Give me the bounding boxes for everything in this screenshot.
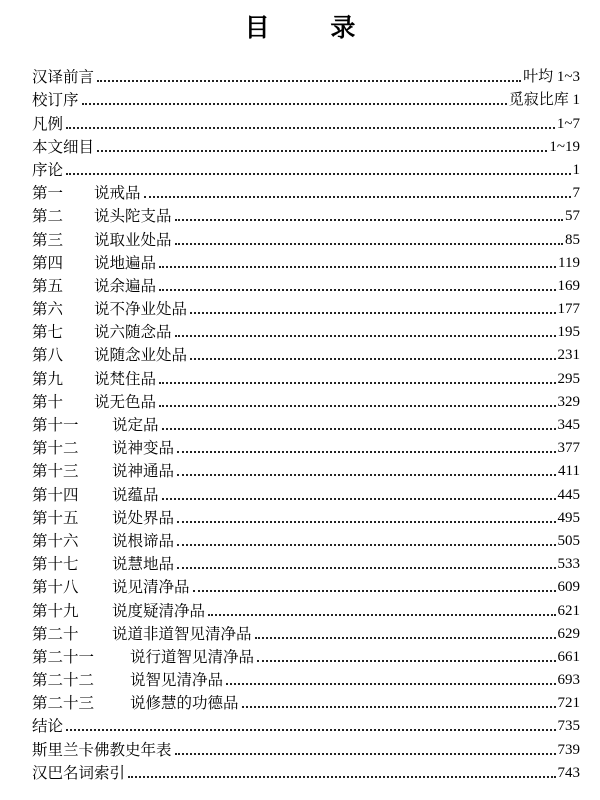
entry-title: 汉译前言 <box>32 68 95 87</box>
page-number: 1~19 <box>549 138 580 155</box>
page-number: 85 <box>565 231 580 248</box>
dot-leader <box>66 173 570 175</box>
toc-entry <box>32 110 580 133</box>
toc-entry <box>32 157 580 180</box>
toc-entry-label <box>32 322 172 342</box>
toc-entry <box>32 713 580 736</box>
page-number: 609 <box>557 579 580 596</box>
toc-entry-label <box>32 716 63 736</box>
entry-title: 说头陀支品 <box>94 207 172 226</box>
toc-entry <box>32 481 580 504</box>
entry-title: 说神通品 <box>112 462 175 481</box>
dot-leader <box>97 80 521 82</box>
page-number: 721 <box>557 695 580 712</box>
page-number: 495 <box>557 509 580 526</box>
chapter-number: 第十 <box>32 392 64 411</box>
dot-leader <box>175 219 563 221</box>
toc-entry <box>32 528 580 551</box>
page-number: 661 <box>557 648 580 665</box>
toc-entry-label <box>32 740 172 760</box>
toc-entry-label <box>32 276 156 296</box>
entry-title: 斯里兰卡佛教史年表 <box>32 740 172 759</box>
dot-leader <box>190 312 555 314</box>
toc-entry <box>32 180 580 203</box>
dot-leader <box>162 428 556 430</box>
chapter-number: 第十七 <box>32 555 79 574</box>
page-number: 119 <box>558 254 580 271</box>
entry-title: 说度疑清净品 <box>112 601 206 620</box>
toc-entry-label <box>32 693 239 713</box>
toc-entry-label <box>32 67 94 87</box>
chapter-number: 第十五 <box>32 508 79 527</box>
dot-leader <box>159 266 556 268</box>
toc-entry-label <box>32 601 205 621</box>
toc-entry <box>32 458 580 481</box>
toc-entry <box>32 226 580 249</box>
chapter-number: 第二十一 <box>32 647 95 666</box>
dot-leader <box>255 637 556 639</box>
entry-title: 说处界品 <box>112 508 175 527</box>
dot-leader <box>190 358 555 360</box>
entry-title: 说修慧的功德品 <box>130 694 239 713</box>
toc-entry <box>32 412 580 435</box>
dot-leader <box>66 127 555 129</box>
chapter-number: 第十八 <box>32 578 79 597</box>
toc-entry <box>32 273 580 296</box>
toc-entry <box>32 505 580 528</box>
page-number: 1~7 <box>556 115 580 132</box>
toc-entry-label <box>32 392 156 412</box>
table-of-contents <box>32 64 580 783</box>
page-number: 411 <box>558 463 580 480</box>
entry-title: 结论 <box>32 717 64 736</box>
page-number: 743 <box>557 764 580 781</box>
toc-entry <box>32 296 580 319</box>
chapter-number: 第十一 <box>32 416 79 434</box>
toc-entry-label <box>32 647 254 667</box>
chapter-number: 第二十三 <box>32 694 95 713</box>
entry-title: 说地遍品 <box>94 253 157 272</box>
toc-entry-label <box>32 369 156 389</box>
dot-leader <box>175 335 556 337</box>
chapter-number: 第二 <box>32 207 64 226</box>
toc-entry <box>32 644 580 667</box>
page-title: 目 录 <box>244 13 382 42</box>
toc-entry-label <box>32 670 223 690</box>
toc-entry <box>32 597 580 620</box>
chapter-number: 第十六 <box>32 531 79 550</box>
entry-title: 说无色品 <box>94 392 157 411</box>
entry-title: 说见清净品 <box>112 578 190 597</box>
toc-entry-label <box>32 206 172 226</box>
chapter-number: 第十四 <box>32 485 79 504</box>
dot-leader <box>82 103 507 105</box>
entry-title: 序论 <box>32 160 64 179</box>
toc-entry-label <box>32 230 172 250</box>
toc-entry <box>32 667 580 690</box>
entry-title: 说随念业处品 <box>94 346 188 365</box>
dot-leader <box>177 451 555 453</box>
toc-entry-label <box>32 253 156 273</box>
dot-leader <box>257 660 555 662</box>
chapter-number: 第三 <box>32 230 64 249</box>
chapter-number: 第十三 <box>32 462 79 481</box>
toc-entry <box>32 134 580 157</box>
page-number: 195 <box>557 324 580 341</box>
entry-title: 说智见清净品 <box>130 671 224 690</box>
page-number: 533 <box>557 556 580 573</box>
toc-entry <box>32 690 580 713</box>
page-number: 445 <box>557 486 580 503</box>
dot-leader <box>226 683 555 685</box>
dot-leader <box>128 776 555 778</box>
toc-entry <box>32 621 580 644</box>
toc-entry-label <box>32 461 174 481</box>
toc-entry-label <box>32 183 141 203</box>
chapter-number: 第七 <box>32 323 64 342</box>
toc-entry-label <box>32 114 63 134</box>
entry-title: 说取业处品 <box>94 230 172 249</box>
dot-leader <box>159 382 555 384</box>
toc-entry <box>32 64 580 87</box>
toc-entry <box>32 250 580 273</box>
entry-title: 说梵住品 <box>94 369 157 388</box>
entry-title: 说六随念品 <box>94 323 172 342</box>
toc-entry <box>32 574 580 597</box>
dot-leader <box>159 405 555 407</box>
toc-entry <box>32 389 580 412</box>
dot-leader <box>97 150 547 152</box>
page-number: 345 <box>557 417 580 433</box>
chapter-number: 第二十 <box>32 624 79 643</box>
toc-entry-label <box>32 485 159 505</box>
dot-leader <box>177 521 555 523</box>
chapter-number: 第六 <box>32 300 64 319</box>
page-number: 295 <box>557 370 580 387</box>
page-number: 735 <box>557 718 580 735</box>
page-number: 693 <box>557 672 580 689</box>
page-number: 7 <box>572 185 580 202</box>
dot-leader <box>162 498 556 500</box>
toc-entry-label <box>32 160 63 180</box>
page-number: 57 <box>565 208 580 225</box>
page-number: 叶均 1~3 <box>523 69 580 86</box>
entry-title: 说神变品 <box>112 439 175 458</box>
chapter-number: 第十二 <box>32 439 79 458</box>
toc-entry-label <box>32 554 174 574</box>
entry-title: 说根谛品 <box>112 531 175 550</box>
entry-title: 说慧地品 <box>112 555 175 574</box>
chapter-number: 第十九 <box>32 601 79 620</box>
toc-entry-label <box>32 624 252 644</box>
page-number: 169 <box>557 277 580 294</box>
entry-title: 说戒品 <box>94 184 141 203</box>
toc-entry <box>32 87 580 110</box>
chapter-number: 第九 <box>32 369 64 388</box>
toc-entry-label <box>32 345 187 365</box>
page-number: 177 <box>557 301 580 318</box>
toc-entry-label <box>32 137 94 157</box>
toc-entry <box>32 342 580 365</box>
dot-leader <box>175 243 563 245</box>
entry-title: 说道非道智见清净品 <box>112 624 252 643</box>
page-number: 1 <box>572 161 580 178</box>
entry-title: 汉巴名词索引 <box>32 763 126 782</box>
toc-entry <box>32 760 580 783</box>
page-number: 505 <box>557 532 580 549</box>
toc-entry-label <box>32 438 174 458</box>
dot-leader <box>144 196 571 198</box>
page-number: 377 <box>557 440 580 457</box>
entry-title: 凡例 <box>32 114 64 133</box>
page-number: 739 <box>557 741 580 758</box>
page-number: 231 <box>557 347 580 364</box>
dot-leader <box>175 753 556 755</box>
toc-entry-label <box>32 577 190 597</box>
entry-title: 说不净业处品 <box>94 300 188 319</box>
toc-entry <box>32 435 580 458</box>
entry-title: 说定品 <box>112 416 159 434</box>
toc-entry-label <box>32 763 125 783</box>
dot-leader <box>177 567 555 569</box>
toc-entry-label <box>32 90 79 110</box>
page-number: 觅寂比库 1 <box>508 92 580 109</box>
entry-title: 校订序 <box>32 91 79 110</box>
chapter-number: 第二十二 <box>32 671 95 690</box>
toc-entry-label <box>32 415 159 435</box>
toc-entry <box>32 551 580 574</box>
toc-entry <box>32 365 580 388</box>
chapter-number: 第五 <box>32 276 64 295</box>
chapter-number: 第一 <box>32 184 64 203</box>
entry-title: 说行道智见清净品 <box>130 647 255 666</box>
toc-entry-label <box>32 531 174 551</box>
chapter-number: 第四 <box>32 253 64 272</box>
dot-leader <box>177 474 556 476</box>
toc-entry <box>32 319 580 342</box>
dot-leader <box>193 590 556 592</box>
dot-leader <box>242 706 556 708</box>
dot-leader <box>66 729 555 731</box>
toc-entry-label <box>32 299 187 319</box>
page-number: 329 <box>557 393 580 410</box>
toc-entry-label <box>32 508 174 528</box>
toc-entry <box>32 203 580 226</box>
page-number: 629 <box>557 625 580 642</box>
entry-title: 说余遍品 <box>94 276 157 295</box>
dot-leader <box>177 544 555 546</box>
chapter-number: 第八 <box>32 346 64 365</box>
page-number: 621 <box>557 602 580 619</box>
dot-leader <box>208 614 555 616</box>
dot-leader <box>159 289 555 291</box>
entry-title: 本文细目 <box>32 137 95 156</box>
entry-title: 说蕴品 <box>112 485 159 504</box>
toc-entry <box>32 736 580 759</box>
